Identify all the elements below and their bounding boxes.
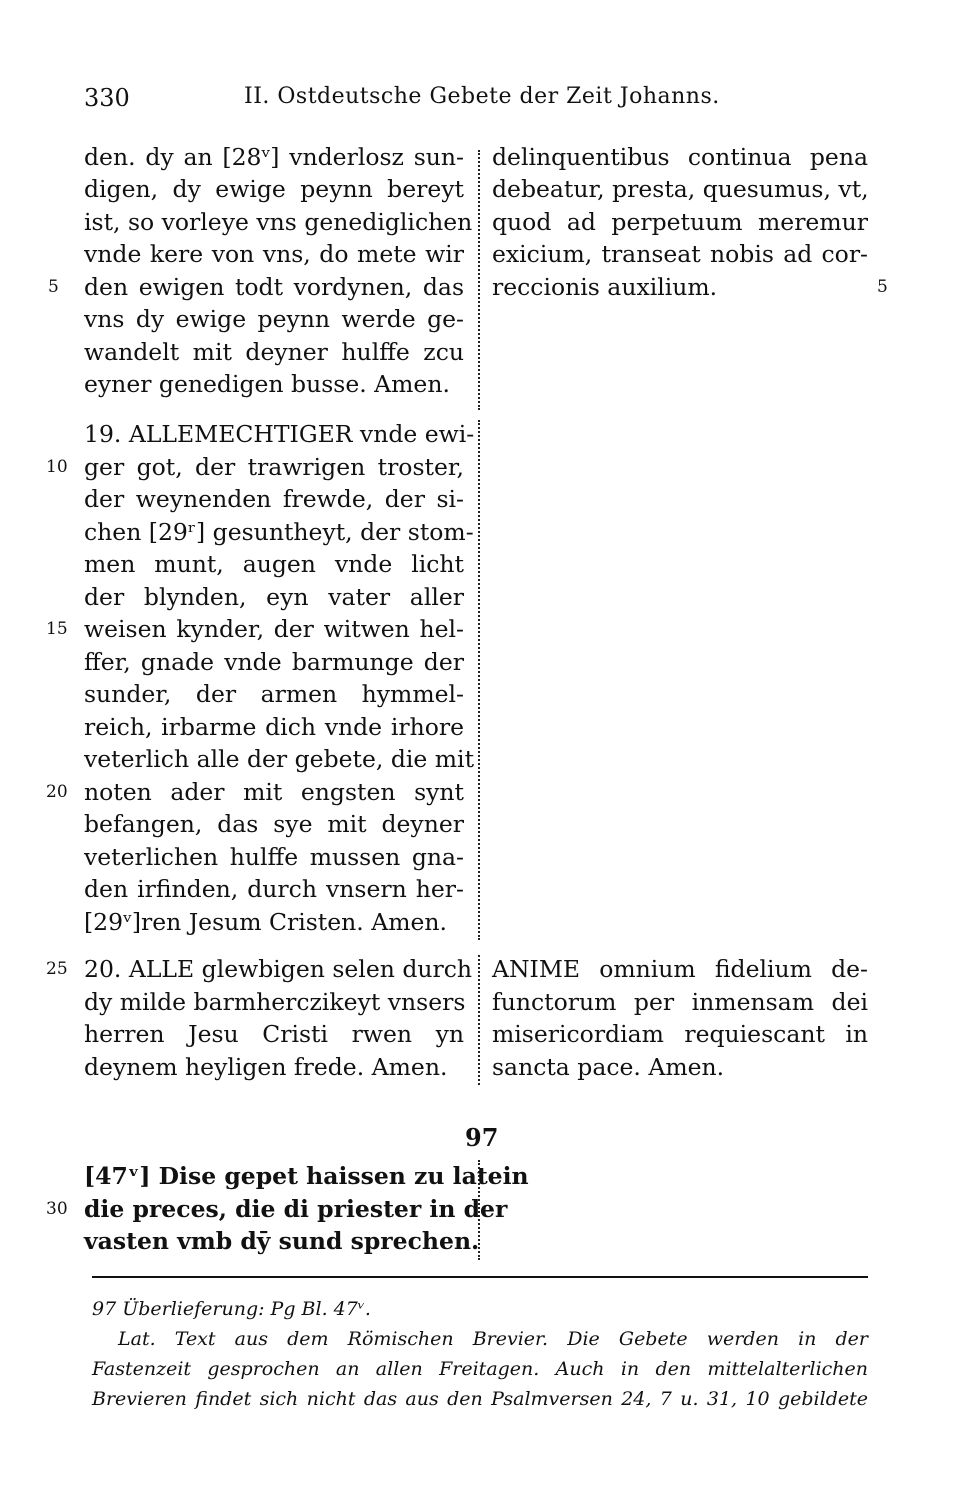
text-line: den irfinden, durch vnsern her-: [84, 875, 464, 903]
text-span: 19. ALLEMECHTIGER vnde ewi-: [84, 420, 475, 448]
text-line: der weynenden frewde, der si-: [84, 485, 464, 513]
text-line: sunder, der armen hymmel-: [84, 680, 464, 708]
latin-line: delinquentibus continua pena: [492, 143, 868, 171]
running-title: II. Ostdeutsche Gebete der Zeit Johanns.: [244, 84, 720, 109]
text-line: herren Jesu Cristi rwen yn: [84, 1020, 464, 1048]
text-line: wandelt mit deyner hulffe zcu: [84, 338, 464, 366]
paragraph-19-first-line: [84, 418, 475, 451]
footnote-line: Lat. Text aus dem Römischen Brevier. Die Gebete werden in der: [118, 1328, 868, 1350]
section-number: 97: [465, 1123, 499, 1152]
footnote-rule: [92, 1276, 868, 1278]
text-line: noten ader mit engsten synt: [84, 778, 464, 806]
text-line: dy milde barmherczikeyt vnsers: [84, 988, 466, 1016]
column-divider: [478, 420, 480, 940]
text-line: ffer, gnade vnde barmunge der: [84, 648, 464, 676]
latin-line: exicium, transeat nobis ad cor-: [492, 240, 868, 268]
text-line: chen [29ʳ] gesuntheyt, der stom-: [84, 518, 474, 546]
line-number: 5: [877, 277, 888, 297]
text-line: der blynden, eyn vater aller: [84, 583, 464, 611]
text-line: vns dy ewige peynn werde ge-: [84, 305, 464, 333]
page-number: 330: [84, 84, 130, 112]
text-line: veterlich alle der gebete, die mit: [84, 745, 475, 773]
text-line: [29ᵛ]ren Jesum Cristen. Amen.: [84, 908, 447, 936]
text-line: weisen kynder, der witwen hel-: [84, 615, 464, 643]
section-97-line: vasten vmb dȳ sund sprechen.: [84, 1227, 480, 1255]
latin-line: functorum per inmensam dei: [492, 988, 868, 1016]
text-line: ist, so vorleye vns genediglichen: [84, 208, 473, 236]
line-number: 5: [48, 277, 59, 297]
text-line: veterlichen hulffe mussen gna-: [84, 843, 464, 871]
text-line: ger got, der trawrigen troster,: [84, 453, 464, 481]
latin-line: ANIME omnium fidelium de-: [492, 955, 868, 983]
latin-line: quod ad perpetuum meremur: [492, 208, 868, 236]
text-line: befangen, das sye mit deyner: [84, 810, 464, 838]
latin-line: reccionis auxilium.: [492, 273, 718, 301]
line-number: 30: [46, 1199, 68, 1219]
text-line: den ewigen todt vordynen, das: [84, 273, 464, 301]
text-line: reich, irbarme dich vnde irhore: [84, 713, 464, 741]
line-number: 20: [46, 782, 68, 802]
column-divider: [478, 955, 480, 1085]
line-number: 25: [46, 959, 68, 979]
footnote-line: Brevieren findet sich nicht das aus den Psalmversen 24, 7 u. 31, 10 gebildete: [92, 1388, 868, 1410]
line-number: 15: [46, 619, 68, 639]
latin-line: misericordiam requiescant in: [492, 1020, 868, 1048]
running-header: [84, 84, 884, 118]
footnote-line: Fastenzeit gesprochen an allen Freitagen. Auch in den mittelalterlichen: [92, 1358, 868, 1380]
latin-line: debeatur, presta, quesumus, vt,: [492, 175, 869, 203]
line-number: 10: [46, 457, 68, 477]
text-line: den. dy an [28ᵛ] vnderlosz sun-: [84, 143, 464, 171]
text-line: vnde kere von vns, do mete wir: [84, 240, 464, 268]
text-line: 20. ALLE glewbigen selen durch: [84, 955, 473, 983]
section-97-line: [47ᵛ] Dise gepet haissen zu latein: [84, 1162, 529, 1190]
column-divider: [478, 150, 480, 410]
text-line: men munt, augen vnde licht: [84, 550, 464, 578]
footnote-line: 97 Überlieferung: Pg Bl. 47ᵛ.: [92, 1298, 371, 1320]
text-line: deynem heyligen frede. Amen.: [84, 1053, 448, 1081]
section-97-line: die preces, die di priester in der: [84, 1195, 508, 1223]
text-line: digen, dy ewige peynn bereyt: [84, 175, 464, 203]
text-line: eyner genedigen busse. Amen.: [84, 370, 450, 398]
latin-line: sancta pace. Amen.: [492, 1053, 725, 1081]
